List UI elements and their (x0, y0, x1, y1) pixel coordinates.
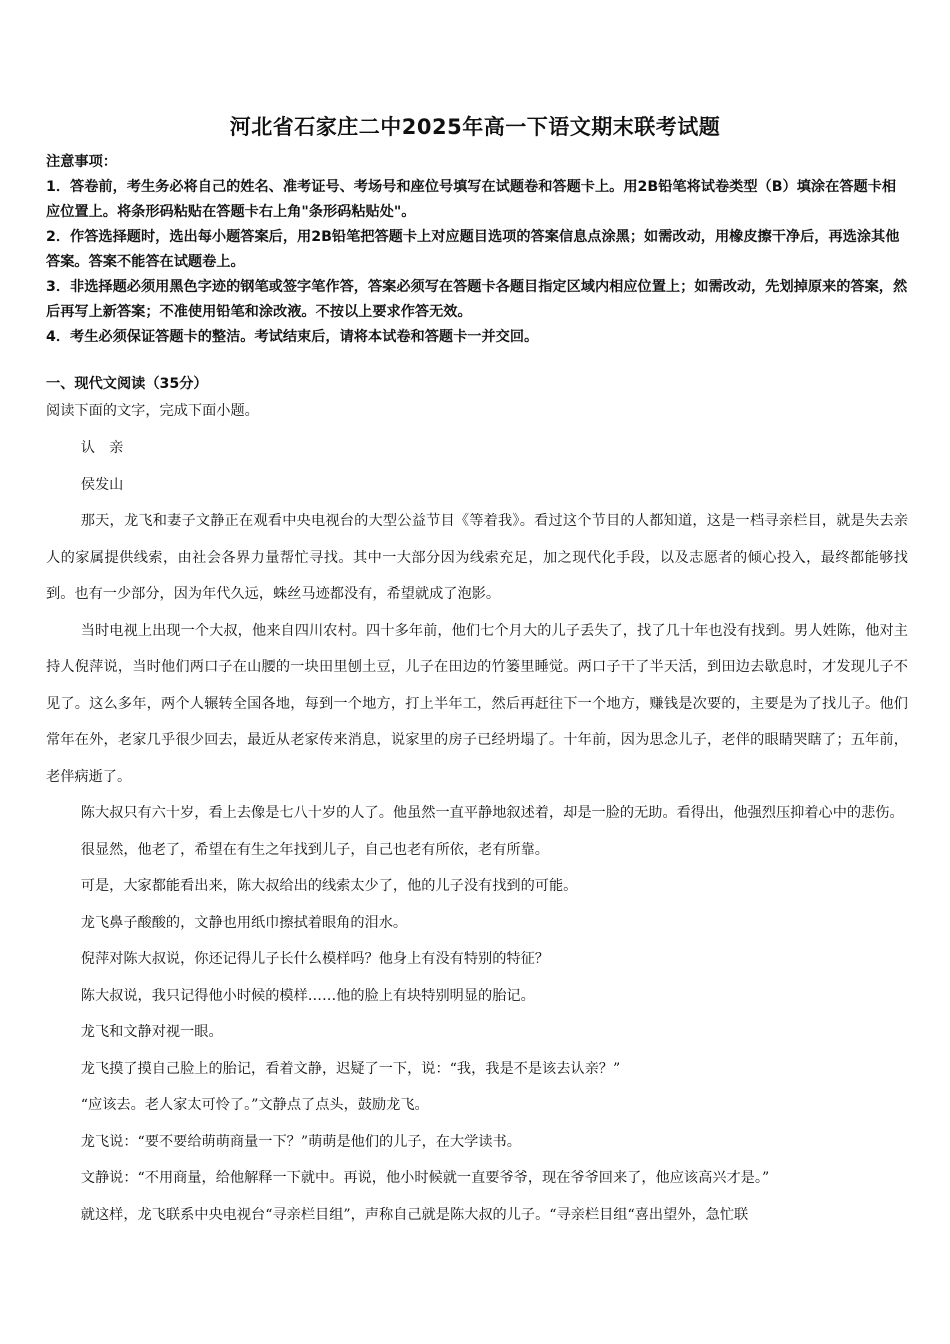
article-title: 认亲 (80, 440, 138, 456)
article-paragraph: 倪萍对陈大叔说，你还记得儿子长什么模样吗？他身上有没有特别的特征？ (80, 951, 549, 967)
section-instruction: 阅读下面的文字，完成下面小题。 (46, 403, 259, 419)
section-heading: 一、现代文阅读（35分） (46, 376, 208, 392)
notice-item: 2．作答选择题时，选出每小题答案后，用2B铅笔把答题卡上对应题目选项的答案信息点涂黑；如需改动，用橡皮擦干净后，再选涂其他答案。答案不能答在试题卷上。 (46, 229, 900, 270)
article-paragraph: 陈大叔说，我只记得他小时候的模样……他的脸上有块特别明显的胎记。 (80, 987, 535, 1004)
notice-heading: 注意事项： (46, 154, 117, 170)
article-paragraph: 很显然，他老了，希望在有生之年找到儿子，自己也老有所依，老有所靠。 (80, 841, 549, 858)
article-paragraph: 可是，大家都能看出来，陈大叔给出的线索太少了，他的儿子没有找到的可能。 (80, 878, 578, 894)
article-paragraph: 龙飞和文静对视一眼。 (80, 1024, 223, 1040)
article-body (46, 430, 908, 1233)
notice-item: 4．考生必须保证答题卡的整洁。考试结束后，请将本试卷和答题卡一并交回。 (46, 329, 539, 345)
article-paragraph: 龙飞摸了摸自己脸上的胎记，看着文静，迟疑了一下，说：“我，我是不是该去认亲？” (80, 1060, 621, 1077)
article-author: 侯发山 (80, 476, 124, 493)
article-paragraph: 文静说：“不用商量，给他解释一下就中。再说，他小时候就一直要爷爷，现在爷爷回来了，他应该高兴才是。” (80, 1170, 770, 1186)
article-paragraph: 陈大叔只有六十岁，看上去像是七八十岁的人了。他虽然一直平静地叙述着，却是一脸的无助。看得出，他强烈压抑着心中的悲伤。 (80, 805, 904, 821)
article-paragraph: “应该去。老人家太可怜了。”文静点了点头，鼓励龙飞。 (80, 1097, 429, 1113)
exam-title: 河北省石家庄二中2025年高一下语文期末联考试题 (229, 115, 721, 139)
notice-item: 3．非选择题必须用黑色字迹的钢笔或签字笔作答，答案必须写在答题卡各题目指定区域内相应位置上；如需改动，先划掉原来的答案，然后再写上新答案；不准使用铅笔和涂改液。不按以上要求作答无效。 (46, 279, 908, 320)
article-paragraph: 当时电视上出现一个大叔，他来自四川农村。四十多年前，他们七个月大的儿子丢失了，找了几十年也没有找到。男人姓陈，他对主持人倪萍说，当时他们两口子在山腰的一块田里刨土豆，儿子在田边的竹篓里睡觉。两口子干了半天活，到田边去歇息时，才发现儿子不见了。这么多年，两个人辗转全国各地，每到一个地方，打上半年工，然后再赶往下一个地方，赚钱是次要的，主要是为了找儿子。他们常年在外，老家几乎很少回去，最近从老家传来消息，说家里的房子已经坍塌了。十年前，因为思念儿子，老伴的眼睛哭瞎了；五年前，老伴病逝了。 (46, 622, 908, 785)
article-paragraph: 就这样，龙飞联系中央电视台“寻亲栏目组”，声称自己就是陈大叔的儿子。“寻亲栏目组“喜出望外，急忙联 (80, 1206, 749, 1223)
article-paragraph: 那天，龙飞和妻子文静正在观看中央电视台的大型公益节目《等着我》。看过这个节目的人都知道，这是一档寻亲栏目，就是失去亲人的家属提供线索，由社会各界力量帮忙寻找。其中一大部分因为线索充足，加之现代化手段，以及志愿者的倾心投入，最终都能够找到。也有一少部分，因为年代久远，蛛丝马迹都没有，希望就成了泡影。 (46, 513, 908, 602)
article-paragraph: 龙飞说：“要不要给萌萌商量一下？”萌萌是他们的儿子，在大学读书。 (80, 1133, 521, 1150)
notice-item: 1．答卷前，考生务必将自己的姓名、准考证号、考场号和座位号填写在试题卷和答题卡上。用2B铅笔将试卷类型（B）填涂在答题卡相应位置上。将条形码粘贴在答题卡右上角"条形码粘贴处"。 (46, 179, 897, 220)
notice-block (46, 150, 908, 350)
article-paragraph: 龙飞鼻子酸酸的，文静也用纸巾擦拭着眼角的泪水。 (80, 914, 408, 931)
